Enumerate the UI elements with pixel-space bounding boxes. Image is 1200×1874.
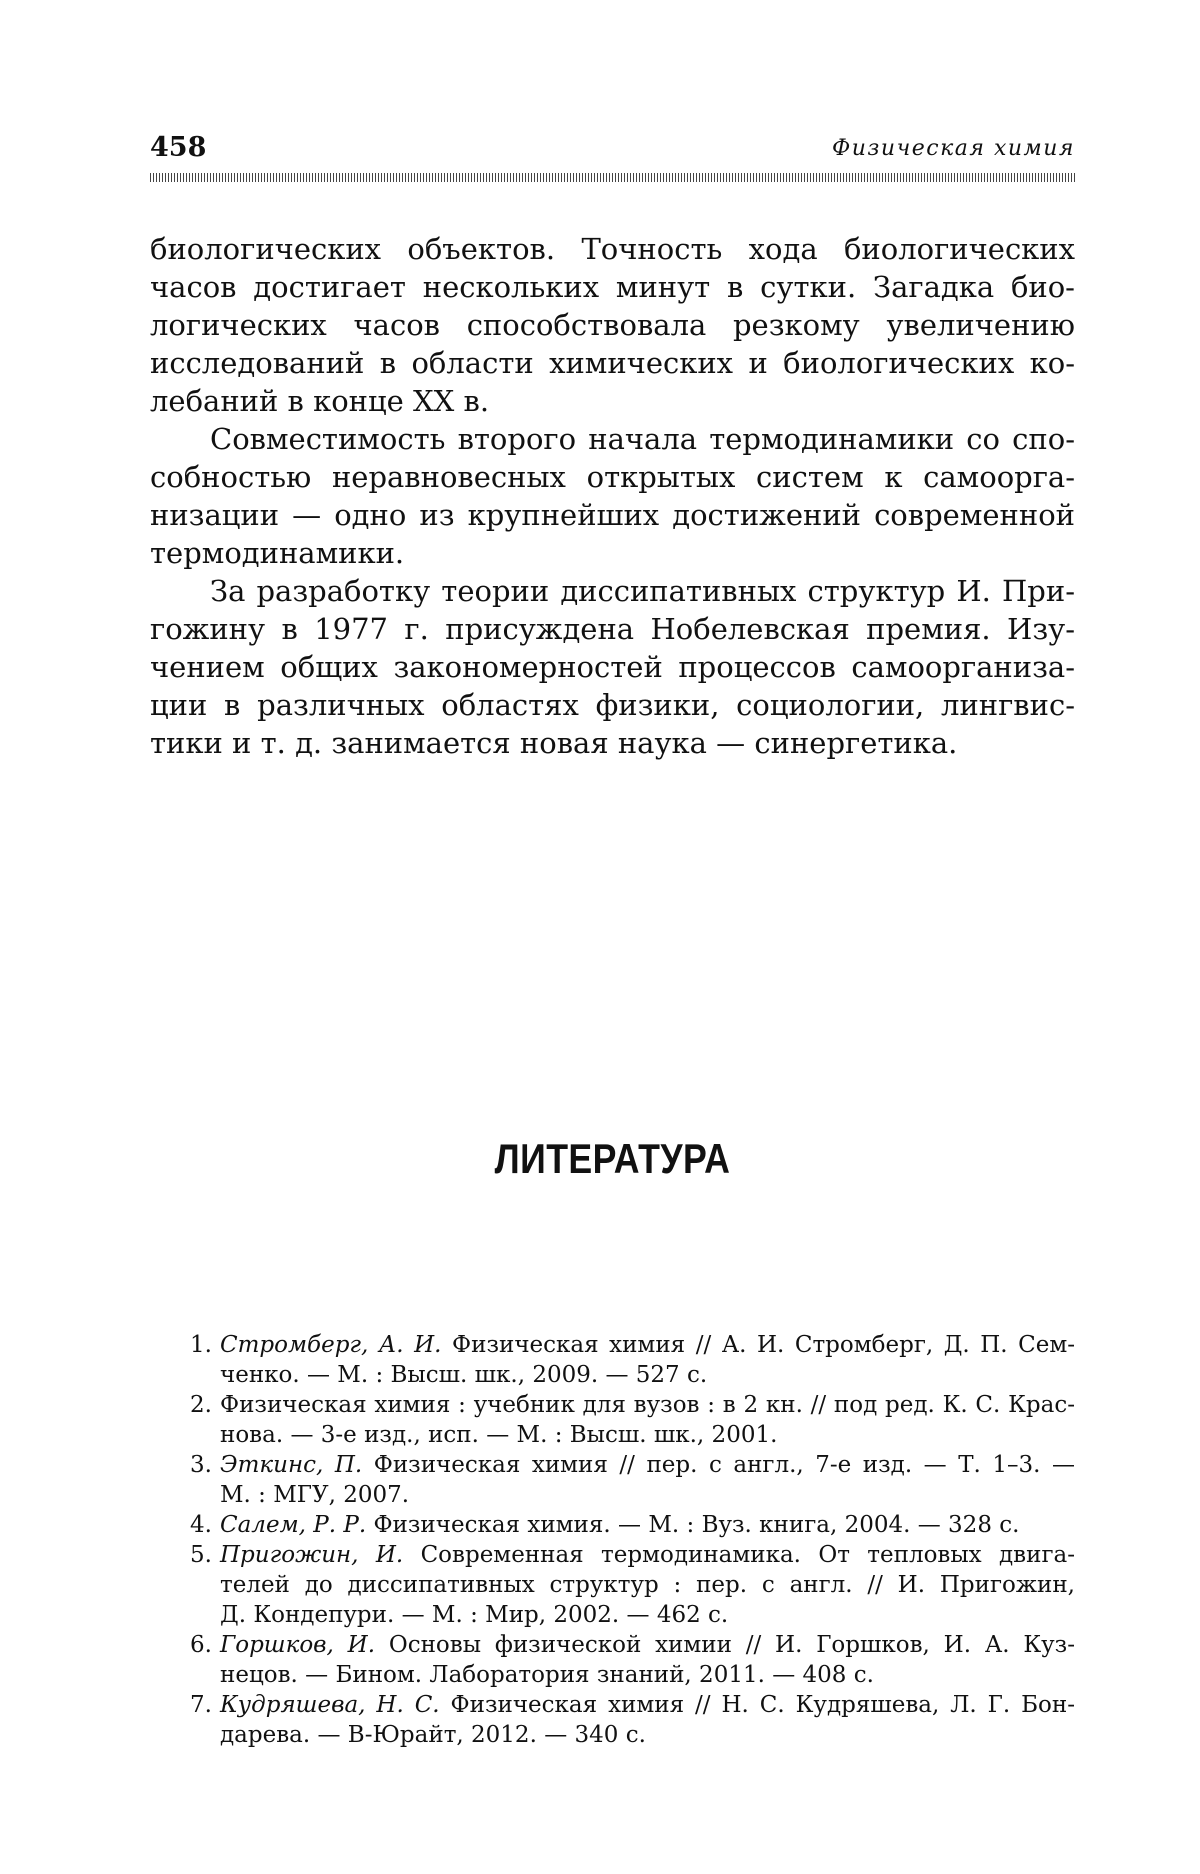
reference-line: телей до диссипативных структур : пер. с англ. // И. Пригожин, [220, 1572, 1075, 1598]
reference-item [190, 1630, 1075, 1690]
reference-author: Стромберг, А. И. [220, 1332, 442, 1358]
reference-item [190, 1390, 1075, 1450]
reference-text: Современная термодинамика. От тепловых двига- [403, 1542, 1075, 1568]
reference-line [220, 1690, 1075, 1720]
reference-list [190, 1330, 1075, 1750]
text-line: логических часов способствовала резкому увеличению [150, 308, 1075, 342]
body-text [150, 230, 1075, 762]
reference-line [220, 1540, 1075, 1570]
header-rule [150, 173, 1075, 182]
reference-line: ченко. — М. : Высш. шк., 2009. — 527 с. [220, 1362, 708, 1388]
reference-text: Физическая химия // Н. С. Кудряшева, Л. Г. Бон- [439, 1692, 1075, 1718]
reference-number: 6. [190, 1632, 212, 1658]
running-head [150, 128, 1075, 168]
reference-line: дарева. — В-Юрайт, 2012. — 340 с. [220, 1722, 646, 1748]
reference-item [190, 1330, 1075, 1390]
text-line: термодинамики. [150, 536, 405, 570]
reference-line: Д. Кондепури. — М. : Мир, 2002. — 462 с. [220, 1602, 729, 1628]
reference-author: Салем, Р. Р. [220, 1512, 367, 1538]
reference-line [220, 1510, 1075, 1540]
reference-line [220, 1390, 1075, 1420]
text-line: лебаний в конце XX в. [150, 384, 490, 418]
reference-item [190, 1510, 1075, 1540]
text-line: гожину в 1977 г. присуждена Нобелевская премия. Изу- [150, 612, 1075, 646]
text-line: часов достигает нескольких минут в сутки. Загадка био- [150, 270, 1075, 304]
text-line: За разработку теории диссипативных структур И. При- [210, 574, 1075, 608]
reference-author: Эткинс, П. [220, 1452, 363, 1478]
paragraph-1 [150, 230, 1075, 420]
reference-item [190, 1450, 1075, 1510]
text-line: ции в различных областях физики, социологии, лингвис- [150, 688, 1075, 722]
reference-number: 3. [190, 1452, 212, 1478]
reference-line [220, 1630, 1075, 1660]
paragraph-3 [150, 572, 1075, 762]
reference-item [190, 1690, 1075, 1750]
reference-number: 1. [190, 1332, 212, 1358]
reference-number: 5. [190, 1542, 212, 1568]
reference-line: нецов. — Бином. Лаборатория знаний, 2011. — 408 с. [220, 1662, 874, 1688]
section-title: ЛИТЕРАТУРА [494, 1135, 731, 1182]
reference-number: 4. [190, 1512, 212, 1538]
reference-item [190, 1540, 1075, 1630]
text-line: собностью неравновесных открытых систем к самоорга- [150, 460, 1075, 494]
text-line: тики и т. д. занимается новая наука — синергетика. [150, 726, 958, 760]
reference-text: Основы физической химии // И. Горшков, И. А. Куз- [375, 1632, 1076, 1658]
reference-author: Пригожин, И. [220, 1542, 404, 1568]
paragraph-2 [150, 420, 1075, 572]
reference-number: 2. [190, 1392, 212, 1418]
text-line: исследований в области химических и биологических ко- [150, 346, 1075, 380]
text-line: низации — одно из крупнейших достижений современной [150, 498, 1075, 532]
reference-text: Физическая химия // пер. с англ., 7-е изд. — Т. 1–3. — [362, 1452, 1075, 1478]
reference-author: Горшков, И. [220, 1632, 376, 1658]
reference-text: Физическая химия : учебник для вузов : в 2 кн. // под ред. К. С. Крас- [220, 1392, 1075, 1418]
text-line: Совместимость второго начала термодинамики со спо- [210, 422, 1075, 456]
reference-text: Физическая химия // А. И. Стромберг, Д. П. Сем- [441, 1332, 1075, 1358]
text-line: чением общих закономерностей процессов самоорганиза- [150, 650, 1075, 684]
running-title: Физическая химия [832, 136, 1075, 161]
reference-number: 7. [190, 1692, 212, 1718]
reference-line: нова. — 3-е изд., исп. — М. : Высш. шк., 2001. [220, 1422, 778, 1448]
reference-line [220, 1450, 1075, 1480]
reference-text: Физическая химия. — М. : Вуз. книга, 2004. — 328 с. [366, 1512, 1020, 1538]
text-line: биологических объектов. Точность хода биологических [150, 232, 1075, 266]
reference-line: М. : МГУ, 2007. [220, 1482, 410, 1508]
reference-line [220, 1330, 1075, 1360]
page-number: 458 [150, 132, 207, 163]
reference-author: Кудряшева, Н. С. [220, 1692, 440, 1718]
